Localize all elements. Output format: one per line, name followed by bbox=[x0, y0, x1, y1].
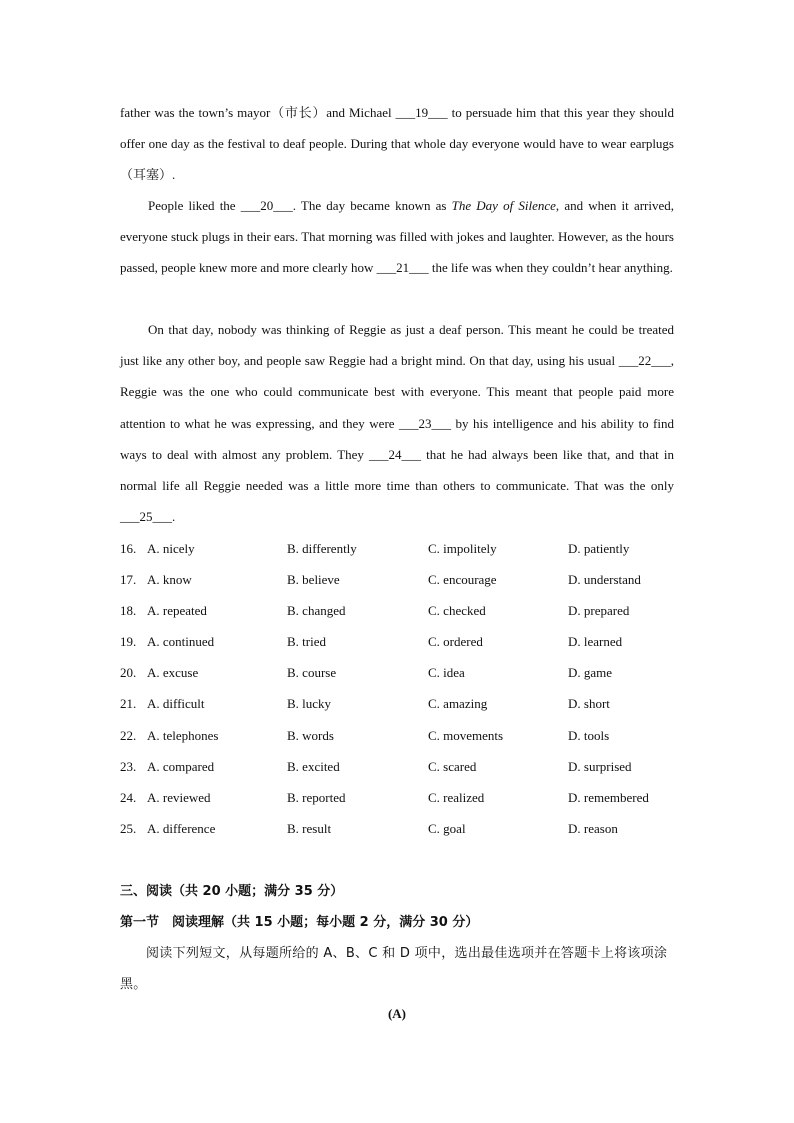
option-d: D. surprised bbox=[568, 759, 632, 774]
question-number: 23. bbox=[120, 759, 137, 774]
option-b: B. reported bbox=[287, 790, 346, 805]
option-c: C. movements bbox=[428, 728, 504, 743]
question-number: 22. bbox=[120, 728, 137, 743]
option-c: C. goal bbox=[428, 821, 466, 836]
option-d: D. prepared bbox=[568, 603, 630, 618]
option-d: D. short bbox=[568, 696, 610, 711]
option-d: D. learned bbox=[568, 634, 623, 649]
option-d: D. tools bbox=[568, 728, 610, 743]
question-row bbox=[120, 533, 680, 564]
passage-paragraph-1 bbox=[120, 97, 674, 191]
option-d: D. understand bbox=[568, 572, 641, 587]
option-b: B. words bbox=[287, 728, 334, 743]
question-number: 25. bbox=[120, 821, 137, 836]
option-b: B. believe bbox=[287, 572, 340, 587]
option-d: D. reason bbox=[568, 821, 618, 836]
text-span: to persuade him that this year they should offer one day as the festival to deaf people. During that whole day everyone would have to wear earplugs（耳塞）. bbox=[120, 105, 675, 183]
blank-25: ___25___ bbox=[120, 509, 172, 525]
question-row bbox=[120, 595, 680, 626]
passage-paragraph-2 bbox=[120, 190, 674, 284]
text-span: . bbox=[172, 509, 176, 525]
question-row bbox=[120, 813, 680, 844]
text-span: , Reggie was the one who could communicate best with everyone. This meant that people paid more attention to what he was expressing, and they were bbox=[120, 353, 674, 431]
question-number: 17. bbox=[120, 572, 137, 587]
text-span: People liked the bbox=[148, 198, 241, 213]
option-b: B. differently bbox=[287, 541, 357, 556]
option-c: C. encourage bbox=[428, 572, 497, 587]
question-number: 20. bbox=[120, 665, 137, 680]
italic-title: The Day of Silence bbox=[451, 198, 556, 213]
option-a: A. excuse bbox=[147, 665, 199, 680]
option-c: C. amazing bbox=[428, 696, 488, 711]
question-number: 18. bbox=[120, 603, 137, 618]
text-span: that he had always been like that, and that in normal life all Reggie needed was a little more time than others to communicate. That was the only bbox=[120, 446, 674, 494]
option-a: A. telephones bbox=[147, 728, 219, 743]
option-c: C. idea bbox=[428, 665, 465, 680]
question-row bbox=[120, 782, 680, 813]
option-c: C. realized bbox=[428, 790, 485, 805]
section-instruction: 阅读下列短文，从每题所给的 A、B、C 和 D 项中，选出最佳选项并在答题卡上将该项涂黑。 bbox=[120, 946, 668, 992]
text-span: the life was when they couldn’t hear anything. bbox=[428, 260, 673, 276]
question-number: 24. bbox=[120, 790, 137, 805]
option-b: B. excited bbox=[287, 759, 340, 774]
question-row bbox=[120, 720, 680, 751]
option-c: C. impolitely bbox=[428, 541, 497, 556]
option-c: C. checked bbox=[428, 603, 486, 618]
question-row bbox=[120, 688, 680, 719]
option-d: D. patiently bbox=[568, 541, 630, 556]
option-b: B. result bbox=[287, 821, 332, 836]
question-row bbox=[120, 564, 680, 595]
option-c: C. ordered bbox=[428, 634, 483, 649]
text-span: by his intelligence and his ability to find ways to deal with almost any problem. They bbox=[120, 415, 674, 462]
blank-23: ___23___ bbox=[399, 415, 452, 431]
option-a: A. reviewed bbox=[147, 790, 211, 805]
option-a: A. difference bbox=[147, 821, 216, 836]
blank-19: ___19___ bbox=[395, 105, 448, 120]
text-span: , and when it arrived, everyone stuck plugs in their ears. That morning was filled with jokes and laughter. However, as the hours passed, people knew more and more clearly how bbox=[120, 198, 675, 276]
option-b: B. tried bbox=[287, 634, 326, 649]
text-span: On that day, nobody was thinking of Reggie as just a deaf person. This meant he could be treated just like any other boy, and people saw Reggie had a bright mind. On that day, using his usual bbox=[120, 322, 674, 369]
text-span: father was the town’s mayor（市长）and Michael bbox=[120, 105, 396, 120]
question-number: 19. bbox=[120, 634, 137, 649]
option-b: B. course bbox=[287, 665, 337, 680]
blank-20: ___20___ bbox=[240, 198, 293, 213]
option-a: A. compared bbox=[147, 759, 215, 774]
text-span: . The day became known as bbox=[292, 198, 452, 213]
question-row bbox=[120, 626, 680, 657]
question-row bbox=[120, 657, 680, 688]
option-a: A. continued bbox=[147, 634, 215, 649]
option-c: C. scared bbox=[428, 759, 477, 774]
blank-22: ___22___ bbox=[618, 353, 671, 369]
question-number: 16. bbox=[120, 541, 137, 556]
blank-24: ___24___ bbox=[369, 446, 422, 462]
option-a: A. difficult bbox=[147, 696, 205, 711]
option-a: A. nicely bbox=[147, 541, 195, 556]
passage-paragraph-3 bbox=[120, 314, 674, 532]
option-d: D. remembered bbox=[568, 790, 649, 805]
question-number: 21. bbox=[120, 696, 137, 711]
option-d: D. game bbox=[568, 665, 613, 680]
option-a: A. know bbox=[147, 572, 192, 587]
option-b: B. changed bbox=[287, 603, 346, 618]
option-b: B. lucky bbox=[287, 696, 332, 711]
question-row bbox=[120, 751, 680, 782]
passage-label: (A) bbox=[387, 1006, 407, 1021]
section-heading: 三、阅读（共 20 小题；满分 35 分） bbox=[120, 884, 344, 899]
blank-21: ___21___ bbox=[376, 260, 429, 276]
option-a: A. repeated bbox=[147, 603, 207, 618]
section-subheading: 第一节 阅读理解（共 15 小题；每小题 2 分，满分 30 分） bbox=[120, 915, 479, 930]
